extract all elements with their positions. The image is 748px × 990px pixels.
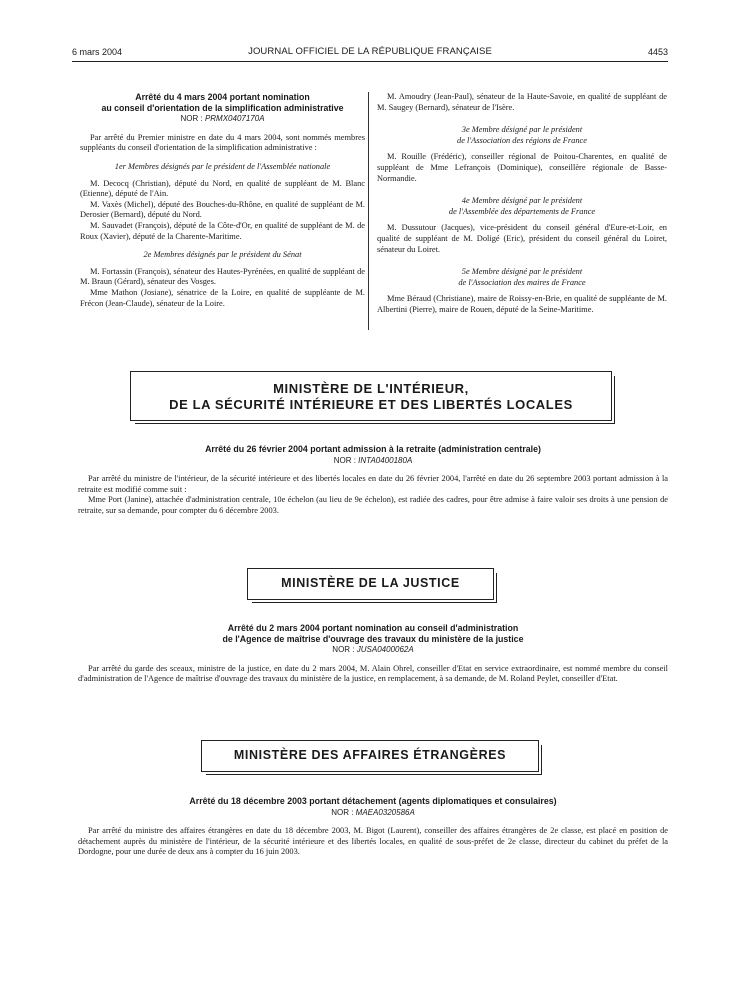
section-heading-3a: 3e Membre désigné par le président <box>461 125 583 135</box>
decree-title-line1: Arrêté du 2 mars 2004 portant nomination au conseil d'administration <box>227 623 519 633</box>
section-heading-3b: de l'Association des régions de France <box>457 135 587 145</box>
paragraph: M. Decocq (Christian), député du Nord, en qualité de suppléant de M. Blanc (Etienne), député de l'Ain. <box>80 178 365 199</box>
banner-line1: MINISTÈRE DE L'INTÉRIEUR, <box>273 381 469 396</box>
decree-intro: Par arrêté du Premier ministre en date du 4 mars 2004, sont nommés membres suppléants du conseil d'orientation de la simplification administrative : <box>80 132 365 153</box>
decree-block-interieur <box>78 444 668 517</box>
nor-label: NOR : <box>180 114 203 124</box>
paragraph: M. Amoudry (Jean-Paul), sénateur de la Haute-Savoie, en qualité de suppléant de M. Saugey (Bernard), sénateur de l'Isère. <box>377 92 667 112</box>
paragraph: Par arrêté du ministre des affaires étrangères en date du 18 décembre 2003, M. Bigot (Laurent), conseiller des affaires étrangères de 2e classe, est placé en position de détachement auprès du ministère de l'intérieur, de la sécurité intérieure et des libertés locales, en qualité de sous-préfet de 2e classe, directeur du cabinet du préfet de la Dordogne, pour une durée de deux ans à compter du 16 juin 2003. <box>78 826 668 857</box>
ministry-banner-interieur <box>130 371 612 421</box>
header-rule <box>72 61 668 62</box>
section-heading-2: 2e Membres désignés par le président du Sénat <box>143 250 302 260</box>
header-date: 6 mars 2004 <box>72 47 123 57</box>
nor-label: NOR : <box>331 807 354 817</box>
decree-block-justice <box>78 623 668 685</box>
section-heading-5b: de l'Association des maires de France <box>458 277 586 287</box>
decree-nor <box>78 645 668 656</box>
paragraph: Mme Mathon (Josiane), sénatrice de la Loire, en qualité de suppléante de M. Frécon (Jean-Claude), sénateur de la Loire. <box>80 287 365 308</box>
decree-nor <box>78 456 668 467</box>
decree-block-affaires-etrangeres <box>78 796 668 858</box>
page-header <box>72 45 668 59</box>
nor-code: JUSA0400062A <box>356 645 414 655</box>
decree-title-line2: de l'Agence de maîtrise d'ouvrage des travaux du ministère de la justice <box>222 633 524 644</box>
header-page-number: 4453 <box>647 47 668 57</box>
ministry-banner-affaires-etrangeres: MINISTÈRE DES AFFAIRES ÉTRANGÈRES <box>201 740 539 772</box>
nor-code: MAEA0320586A <box>355 807 415 817</box>
paragraph: Mme Port (Janine), attachée d'administration centrale, 10e échelon (au lieu de 9e échelon), est radiée des cadres, pour être admise à faire valoir ses droits à une pension de retraite, sur sa demande, pour compter du 6 décembre 2003. <box>78 495 668 515</box>
decree-nor <box>80 114 365 125</box>
paragraph: M. Vaxès (Michel), député des Bouches-du-Rhône, en qualité de suppléant de M. Derosier (Bernard), député du Nord. <box>80 199 365 220</box>
paragraph: Par arrêté du ministre de l'intérieur, de la sécurité intérieure et des libertés locales en date du 26 février 2004, l'arrêté en date du 26 septembre 2003 portant admission à la retraite est modifié comme suit : <box>78 474 668 494</box>
left-column <box>80 92 365 309</box>
decree-title-line2: au conseil d'orientation de la simplification administrative <box>101 102 344 113</box>
decree-nor <box>78 808 668 819</box>
section-heading-4a: 4e Membre désigné par le président <box>461 196 583 206</box>
nor-code: PRMX0407170A <box>204 114 265 124</box>
section-heading-5a: 5e Membre désigné par le président <box>461 267 583 277</box>
paragraph: Par arrêté du garde des sceaux, ministre de la justice, en date du 2 mars 2004, M. Alain Ohrel, conseiller d'Etat en service extraordinaire, est nommé membre du conseil d'administration de l'Agence de maîtrise d'ouvrage des travaux du ministère de la justice, en remplacement, à sa demande, de M. Roland Peylet, conseiller d'Etat. <box>78 663 668 684</box>
header-journal-title: JOURNAL OFFICIEL DE LA RÉPUBLIQUE FRANÇAISE <box>248 46 492 57</box>
paragraph: M. Dussutour (Jacques), vice-président du conseil général d'Eure-et-Loir, en qualité de suppléant de M. Doligé (Eric), président du conseil général du Loiret, sénateur du Loiret. <box>377 223 667 254</box>
paragraph: M. Sauvadet (François), député de la Côte-d'Or, en qualité de suppléant de M. de Roux (Xavier), député de la Charente-Maritime. <box>80 220 365 241</box>
section-heading-1: 1er Membres désignés par le président de l'Assemblée nationale <box>114 161 331 171</box>
nor-code: INTA0400180A <box>358 455 413 465</box>
nor-label: NOR : <box>332 645 355 655</box>
right-column <box>377 92 667 316</box>
column-divider <box>368 92 369 330</box>
ministry-banner-justice: MINISTÈRE DE LA JUSTICE <box>247 568 494 600</box>
decree-title: Arrêté du 26 février 2004 portant admission à la retraite (administration centrale) <box>205 444 541 454</box>
decree-title-line1: Arrêté du 4 mars 2004 portant nomination <box>135 92 310 102</box>
paragraph: Mme Béraud (Christiane), maire de Roissy-en-Brie, en qualité de suppléante de M. Albertini (Pierre), maire de Rouen, député de la Seine-Maritime. <box>377 294 667 314</box>
nor-label: NOR : <box>333 455 356 465</box>
decree-title: Arrêté du 18 décembre 2003 portant détachement (agents diplomatiques et consulaires) <box>189 796 557 806</box>
paragraph: M. Rouille (Frédéric), conseiller régional de Poitou-Charentes, en qualité de suppléant de Mme Lefrançois (Dominique), conseillère régionale de Basse-Normandie. <box>377 152 667 183</box>
paragraph: M. Fortassin (François), sénateur des Hautes-Pyrénées, en qualité de suppléant de M. Braun (Gérard), sénateur des Vosges. <box>80 266 365 287</box>
banner-line2: DE LA SÉCURITÉ INTÉRIEURE ET DES LIBERTÉS LOCALES <box>169 397 573 412</box>
section-heading-4b: de l'Assemblée des départements de France <box>448 206 596 216</box>
